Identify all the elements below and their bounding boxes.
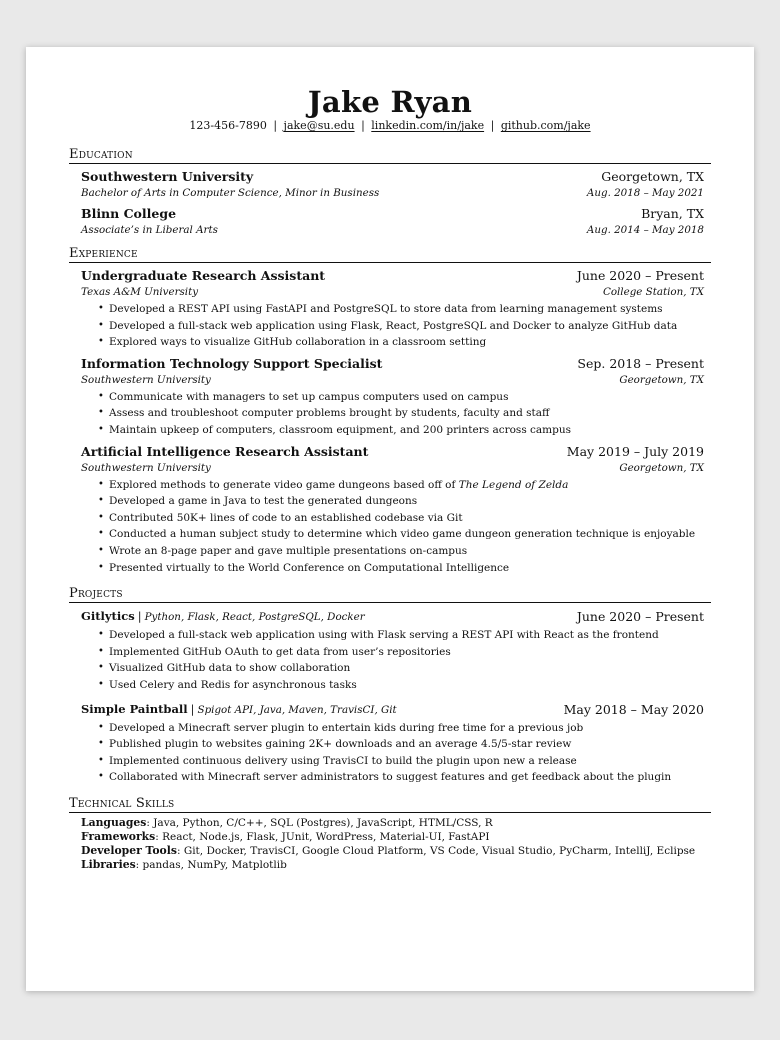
education-dates: Aug. 2018 – May 2021 [586,187,704,199]
skill-label: Frameworks [81,829,156,843]
job-title: Undergraduate Research Assistant [81,268,326,283]
list-item: • Conducted a human subject study to determine which video game dungeon generation technique is enjoyable [98,526,704,543]
job-location: Georgetown, TX [619,373,704,386]
job-dates: Sep. 2018 – Present [577,355,704,371]
project-separator: | [137,609,142,624]
contact-separator: | [273,119,278,132]
email-link[interactable]: jake@su.edu [283,119,355,132]
school-location: Georgetown, TX [601,169,704,184]
list-item: • Developed a game in Java to test the generated dungeons [98,493,704,510]
project-tech: Spigot API, Java, Maven, TravisCI, Git [197,703,397,716]
education-dates: Aug. 2014 – May 2018 [586,224,704,236]
list-item: • Contributed 50K+ lines of code to an established codebase via Git [98,510,704,527]
education-section [69,147,711,238]
list-item: • Developed a full-stack web application using Flask, React, PostgreSQL and Docker to analyze GitHub data [98,318,704,335]
list-item [98,477,704,494]
bullet-text: Explored methods to generate video game dungeons based off of [109,478,459,491]
skill-value: : pandas, NumPy, Matplotlib [135,858,287,871]
job-dates: May 2019 – July 2019 [566,443,704,459]
organization: Texas A&M University [81,286,199,298]
skill-row [81,858,711,872]
list-item: • Explored ways to visualize GitHub collaboration in a classroom setting [98,334,704,351]
contact-separator: | [361,119,365,132]
linkedin-link[interactable]: linkedin.com/in/jake [371,119,485,132]
education-entry [81,168,704,201]
school-location: Bryan, TX [641,206,704,221]
skill-label: Libraries [81,857,136,871]
project-entry [81,608,704,693]
skill-value: : React, Node.js, Flask, JUnit, WordPress, Material-UI, FastAPI [155,830,490,843]
list-item: • Wrote an 8-page paper and gave multiple presentations on-campus [98,543,704,560]
project-tech: Python, Flask, React, PostgreSQL, Docker [144,611,365,624]
github-link[interactable]: github.com/jake [500,119,591,132]
experience-entry [81,267,704,351]
phone-number: 123-456-7890 [189,119,267,132]
job-location: Georgetown, TX [619,461,704,474]
project-dates: June 2020 – Present [576,609,704,625]
bullet-list [81,301,704,351]
list-item: • Developed a REST API using FastAPI and PostgreSQL to store data from learning management systems [98,301,704,318]
list-item: • Used Celery and Redis for asynchronous tasks [98,677,704,694]
skill-value: : Git, Docker, TravisCI, Google Cloud Platform, VS Code, Visual Studio, PyCharm, IntelliJ, Eclipse [176,844,696,857]
resume-content [69,85,711,872]
list-item: • Assess and troubleshoot computer problems brought by students, faculty and staff [98,405,704,422]
degree: Associate’s in Liberal Arts [81,224,218,236]
bullet-list [81,627,704,693]
bullet-list [81,389,704,439]
experience-entry [81,443,704,577]
job-title: Information Technology Support Specialist [81,355,383,371]
skill-label: Developer Tools [81,843,177,857]
list-item: • Implemented continuous delivery using TravisCI to build the plugin upon new a release [98,753,704,770]
organization: Southwestern University [81,461,211,474]
contact-line [69,118,711,133]
skill-row [81,816,711,830]
section-heading: Experience [69,246,711,263]
skill-value: : Java, Python, C/C++, SQL (Postgres), JavaScript, HTML/CSS, R [146,816,493,829]
list-item: • Maintain upkeep of computers, classroom equipment, and 200 printers across campus [98,422,704,439]
resume-page [26,47,754,991]
degree: Bachelor of Arts in Computer Science, Minor in Business [81,187,380,199]
project-separator: | [190,701,195,716]
education-entry [81,205,704,238]
section-heading: Education [69,147,711,164]
projects-section [69,586,711,786]
school-name: Southwestern University [81,169,254,184]
job-dates: June 2020 – Present [576,268,704,283]
list-item: • Developed a full-stack web application using with Flask serving a REST API with React as the frontend [98,627,704,644]
list-item: • Developed a Minecraft server plugin to entertain kids during free time for a previous job [98,720,704,737]
bullet-list [81,477,704,577]
project-name: Gitlytics [81,609,135,624]
section-heading: Technical Skills [69,796,711,813]
job-title: Artificial Intelligence Research Assistant [81,443,369,459]
candidate-name: Jake Ryan [307,85,473,119]
list-item: • Collaborated with Minecraft server administrators to suggest features and get feedback about the plugin [98,769,704,786]
experience-section [69,246,711,576]
list-item: • Implemented GitHub OAuth to get data from user’s repositories [98,644,704,661]
project-dates: May 2018 – May 2020 [563,701,704,717]
experience-entry [81,355,704,439]
list-item: • Presented virtually to the World Conference on Computational Intelligence [98,560,704,577]
skills-section [69,796,711,872]
skill-row [81,844,711,858]
section-heading: Projects [69,586,711,603]
school-name: Blinn College [81,206,177,221]
project-name: Simple Paintball [81,701,188,716]
game-title: The Legend of Zelda [458,478,569,491]
skill-label: Languages [81,815,147,829]
list-item: • Communicate with managers to set up campus computers used on campus [98,389,704,406]
list-item: • Published plugin to websites gaining 2K+ downloads and an average 4.5/5-star review [98,736,704,753]
skill-row [81,830,711,844]
project-entry [81,701,704,786]
bullet-list [81,720,704,786]
contact-separator: | [490,119,495,132]
job-location: College Station, TX [602,286,704,298]
list-item: • Visualized GitHub data to show collaboration [98,660,704,677]
organization: Southwestern University [81,373,211,386]
